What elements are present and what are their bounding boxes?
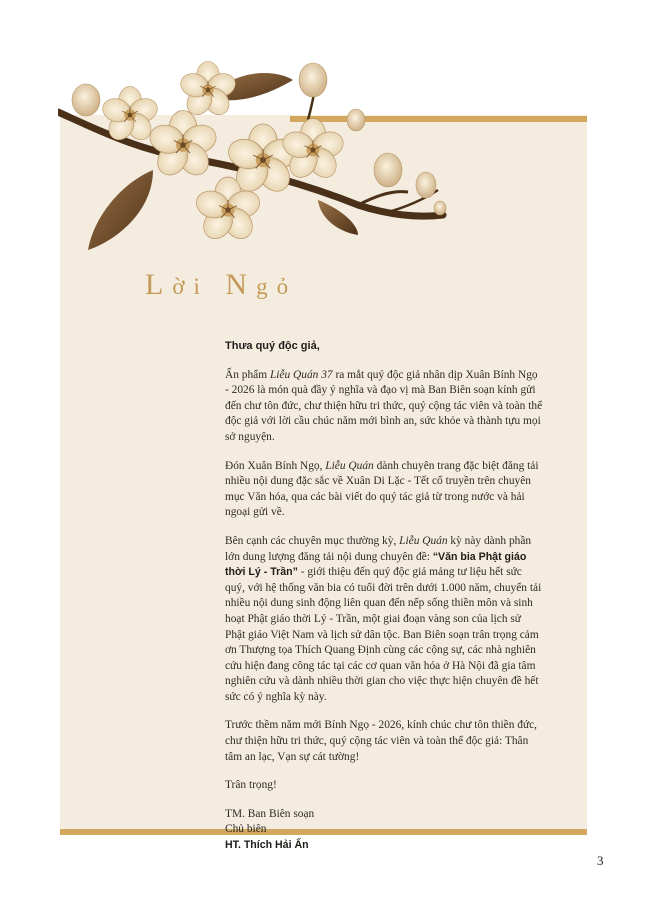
closing: Trân trọng! [225,779,277,792]
paragraph-1: Ấn phẩm Liễu Quán 37 ra mắt quý độc giả nhân dịp Xuân Bính Ngọ - 2026 là món quà đầy ý nghĩa và đạo vị mà Ban Biên soạn kính gửi đến chư tôn đức, chư thiện hữu tri thức, quý cộng tác viên và toàn thể độc giả với lời cầu chúc năm mới bình an, sức khỏe và thành tựu mọi sở nguyện. [225,368,543,443]
magazine-name: Liễu Quán [325,459,374,472]
paragraph-3: Bên cạnh các chuyên mục thường kỳ, Liễu Quán kỳ này dành phần lớn dung lượng đăng tải nội dung chuyên đề: “Văn bia Phật giáo thời Lý - Trần” - giới thiệu đến quý độc giả mảng tư liệu hết sức quý, với hệ thống văn bia có tuổi đời trên dưới 1.000 năm, chuyển tải nhiều nội dung sinh động liên quan đến nếp sống thiền môn và sinh hoạt Phật giáo thời Lý - Trần, một giai đoạn vàng son của lịch sử Phật giáo Việt Nam và lịch sử dân tộc. Ban Biên soạn trân trọng cảm ơn Thượng tọa Thích Quang Định cùng các cộng sự, các nhà nghiên cứu hiện đang công tác tại các cơ quan văn hóa ở Hà Nội đã gia tâm nghiên cứu và dành nhiều thời gian cho việc thực hiện chuyên đề hết sức có ý nghĩa kỳ này. [225,534,542,703]
greeting: Thưa quý độc giả, [225,340,320,352]
apricot-blossom-branch-icon [58,50,458,260]
letter-body [225,339,543,854]
signature-line-2: Chủ biên [225,823,267,836]
paragraph-4: Trước thềm năm mới Bính Ngọ - 2026, kính chúc chư tôn thiền đức, chư thiện hữu tri thức, quý cộng tác viên và toàn thể độc giả: Thân tâm an lạc, Vạn sự cát tường! [225,719,538,763]
page-number: 3 [597,853,604,868]
signature-line-1: TM. Ban Biên soạn [225,807,315,820]
magazine-name: Liễu Quán [399,534,448,547]
page-title: Lời Ngỏ [145,268,298,301]
paragraph-2: Đón Xuân Bính Ngọ, Liễu Quán dành chuyên trang đặc biệt đăng tải nhiều nội dung đặc sắc về Xuân Di Lặc - Tết cổ truyền trên chuyên mục Văn hóa, qua các bài viết do quý tác giả từ trong nước và hải ngoại gửi về. [225,459,539,519]
topic-title: “Văn bia Phật giáo thời Lý - Trần” [225,550,527,579]
signature-block [225,807,543,854]
magazine-name: Liễu Quán 37 [269,368,333,381]
signature-name: HT. Thích Hải Ấn [225,839,309,852]
